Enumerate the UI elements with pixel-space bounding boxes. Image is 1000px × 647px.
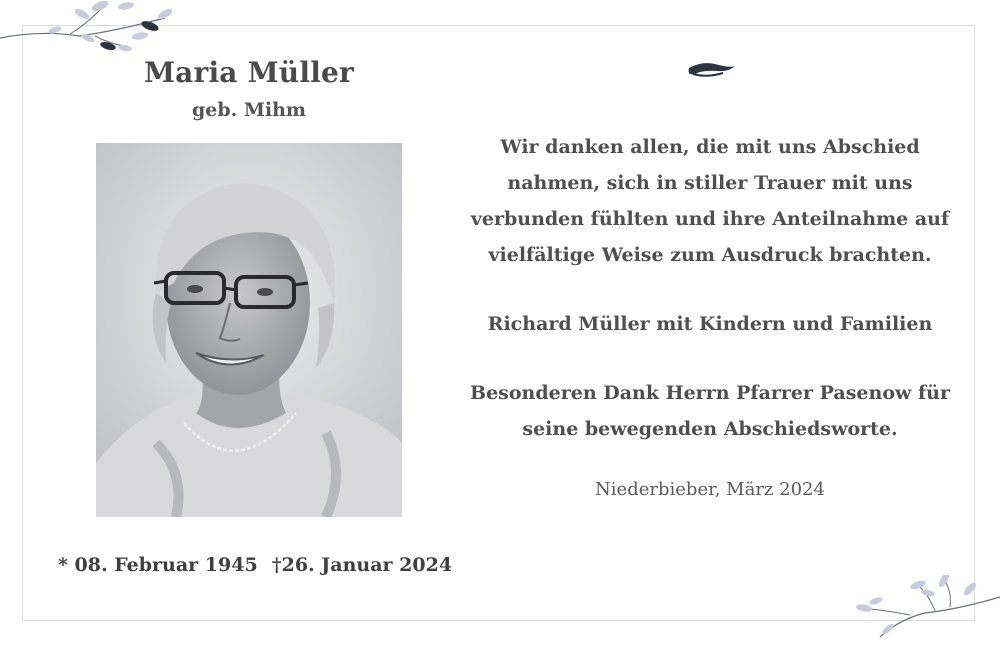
thanks-paragraph <box>462 129 958 273</box>
thanks-line: nahmen, sich in stiller Trauer mit uns <box>507 172 913 194</box>
deceased-name: Maria Müller <box>143 56 354 89</box>
branch-top-left-icon <box>0 0 190 60</box>
life-dates <box>58 554 452 576</box>
thanks-line: vielfältige Weise zum Ausdruck brachten. <box>488 244 932 266</box>
birth-date: * 08. Februar 1945 <box>58 554 258 576</box>
cross-icon: † <box>271 554 282 576</box>
ornament-swirl-icon <box>683 58 739 82</box>
special-thanks-line: seine bewegenden Abschiedsworte. <box>522 418 898 440</box>
message-column <box>462 129 958 500</box>
maiden-name: geb. Mihm <box>191 99 307 121</box>
branch-bottom-right-icon <box>840 575 1000 647</box>
special-thanks <box>462 375 958 447</box>
family-signature: Richard Müller mit Kindern und Familien <box>487 313 933 335</box>
special-thanks-line: Besonderen Dank Herrn Pfarrer Pasenow für <box>470 382 950 404</box>
death-date: 26. Januar 2024 <box>281 554 453 576</box>
portrait-photo <box>96 143 402 517</box>
place-date: Niederbieber, März 2024 <box>595 479 825 500</box>
thanks-line: Wir danken allen, die mit uns Abschied <box>500 136 920 158</box>
thanks-line: verbunden fühlten und ihre Anteilnahme auf <box>470 208 950 230</box>
